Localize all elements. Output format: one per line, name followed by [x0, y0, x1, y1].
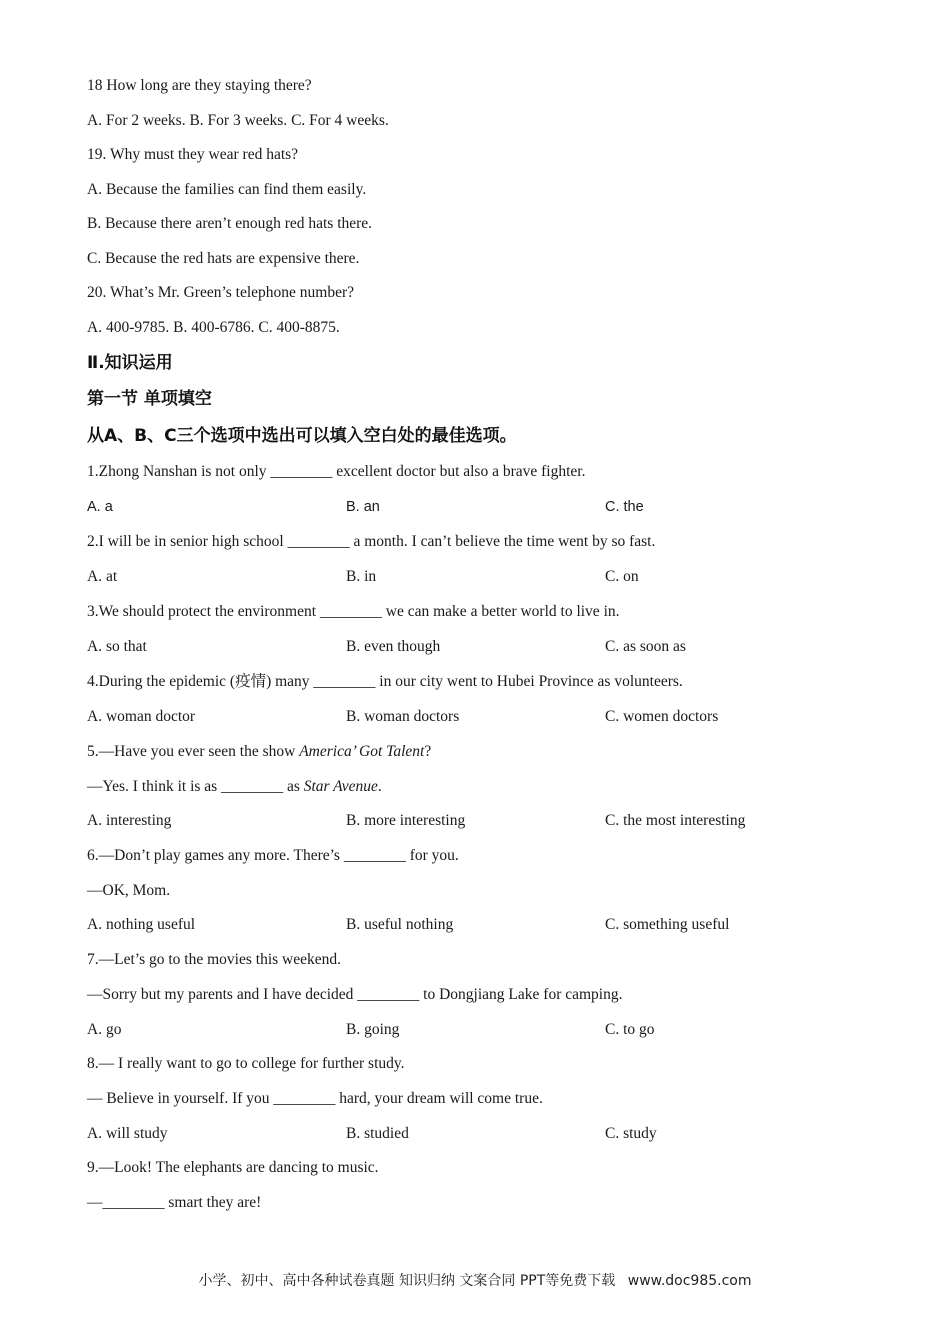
mcq-6-option-c: C. something useful	[605, 916, 730, 933]
mcq-3-option-b: B. even though	[346, 638, 441, 655]
question-19-option-c: C. Because the red hats are expensive there.	[87, 250, 360, 267]
mcq-3-option-c: C. as soon as	[605, 638, 686, 655]
mcq-4-option-a: A. woman doctor	[87, 708, 196, 725]
question-19-option-a: A. Because the families can find them easily.	[87, 181, 367, 198]
mcq-5-stem: 5.—Have you ever seen the show America’ Got Talent?	[87, 743, 432, 760]
mcq-9-reply: —________ smart they are!	[87, 1194, 262, 1211]
mcq-8-stem: 8.— I really want to go to college for further study.	[87, 1055, 405, 1072]
mcq-3-option-a: A. so that	[87, 638, 147, 655]
section-title: Ⅱ.知识运用	[87, 353, 173, 373]
mcq-6-option-b: B. useful nothing	[346, 916, 454, 933]
question-20-options: A. 400-9785. B. 400-6786. C. 400-8875.	[87, 319, 340, 336]
mcq-7-option-c: C. to go	[605, 1021, 655, 1038]
mcq-7-stem: 7.—Let’s go to the movies this weekend.	[87, 951, 341, 968]
mcq-6-stem: 6.—Don’t play games any more. There’s ________ for you.	[87, 847, 459, 864]
footer-url[interactable]: www.doc985.com	[627, 1273, 752, 1289]
page-footer	[0, 1270, 950, 1290]
mcq-8-option-a: A. will study	[87, 1125, 168, 1142]
mcq-4-option-c: C. women doctors	[605, 708, 719, 725]
mcq-5-option-b: B. more interesting	[346, 812, 466, 829]
mcq-5-reply: —Yes. I think it is as ________ as Star Avenue.	[87, 778, 382, 795]
mcq-8-option-c: C. study	[605, 1125, 657, 1142]
subsection-title: 第一节 单项填空	[87, 389, 212, 409]
show-title: America’ Got Talent	[299, 743, 425, 760]
instruction: 从A、B、C三个选项中选出可以填入空白处的最佳选项。	[87, 426, 517, 446]
question-18: 18 How long are they staying there?	[87, 77, 312, 94]
mcq-8-option-b: B. studied	[346, 1125, 409, 1142]
mcq-1-option-b: B. an	[346, 499, 380, 515]
mcq-2-stem: 2.I will be in senior high school ________ a month. I can’t believe the time went by so fast.	[87, 533, 656, 550]
mcq-2-option-b: B. in	[346, 568, 377, 585]
mcq-2-option-c: C. on	[605, 568, 639, 585]
mcq-5-option-a: A. interesting	[87, 812, 172, 829]
mcq-1-option-a: A. a	[87, 499, 113, 515]
question-19: 19. Why must they wear red hats?	[87, 146, 299, 163]
mcq-9-stem: 9.—Look! The elephants are dancing to music.	[87, 1159, 379, 1176]
footer-text: 小学、初中、高中各种试卷真题 知识归纳 文案合同 PPT等免费下载	[198, 1273, 616, 1289]
mcq-8-reply: — Believe in yourself. If you ________ hard, your dream will come true.	[87, 1090, 543, 1107]
mcq-4-option-b: B. woman doctors	[346, 708, 460, 725]
mcq-7-reply: —Sorry but my parents and I have decided ________ to Dongjiang Lake for camping.	[87, 986, 623, 1003]
mcq-7-option-b: B. going	[346, 1021, 400, 1038]
question-19-option-b: B. Because there aren’t enough red hats there.	[87, 215, 373, 232]
mcq-3-stem: 3.We should protect the environment ________ we can make a better world to live in.	[87, 603, 620, 620]
mcq-1-stem: 1.Zhong Nanshan is not only ________ excellent doctor but also a brave fighter.	[87, 463, 586, 480]
mcq-2-option-a: A. at	[87, 568, 118, 585]
mcq-7-option-a: A. go	[87, 1021, 122, 1038]
question-20: 20. What’s Mr. Green’s telephone number?	[87, 284, 355, 301]
mcq-4-stem: 4.During the epidemic (疫情) many ________ in our city went to Hubei Province as volunteers.	[87, 673, 683, 690]
question-18-options: A. For 2 weeks. B. For 3 weeks. C. For 4 weeks.	[87, 112, 389, 129]
show-title-2: Star Avenue	[303, 778, 378, 795]
mcq-1-option-c: C. the	[605, 499, 644, 515]
mcq-6-option-a: A. nothing useful	[87, 916, 196, 933]
mcq-6-reply: —OK, Mom.	[87, 882, 171, 899]
mcq-5-option-c: C. the most interesting	[605, 812, 746, 829]
